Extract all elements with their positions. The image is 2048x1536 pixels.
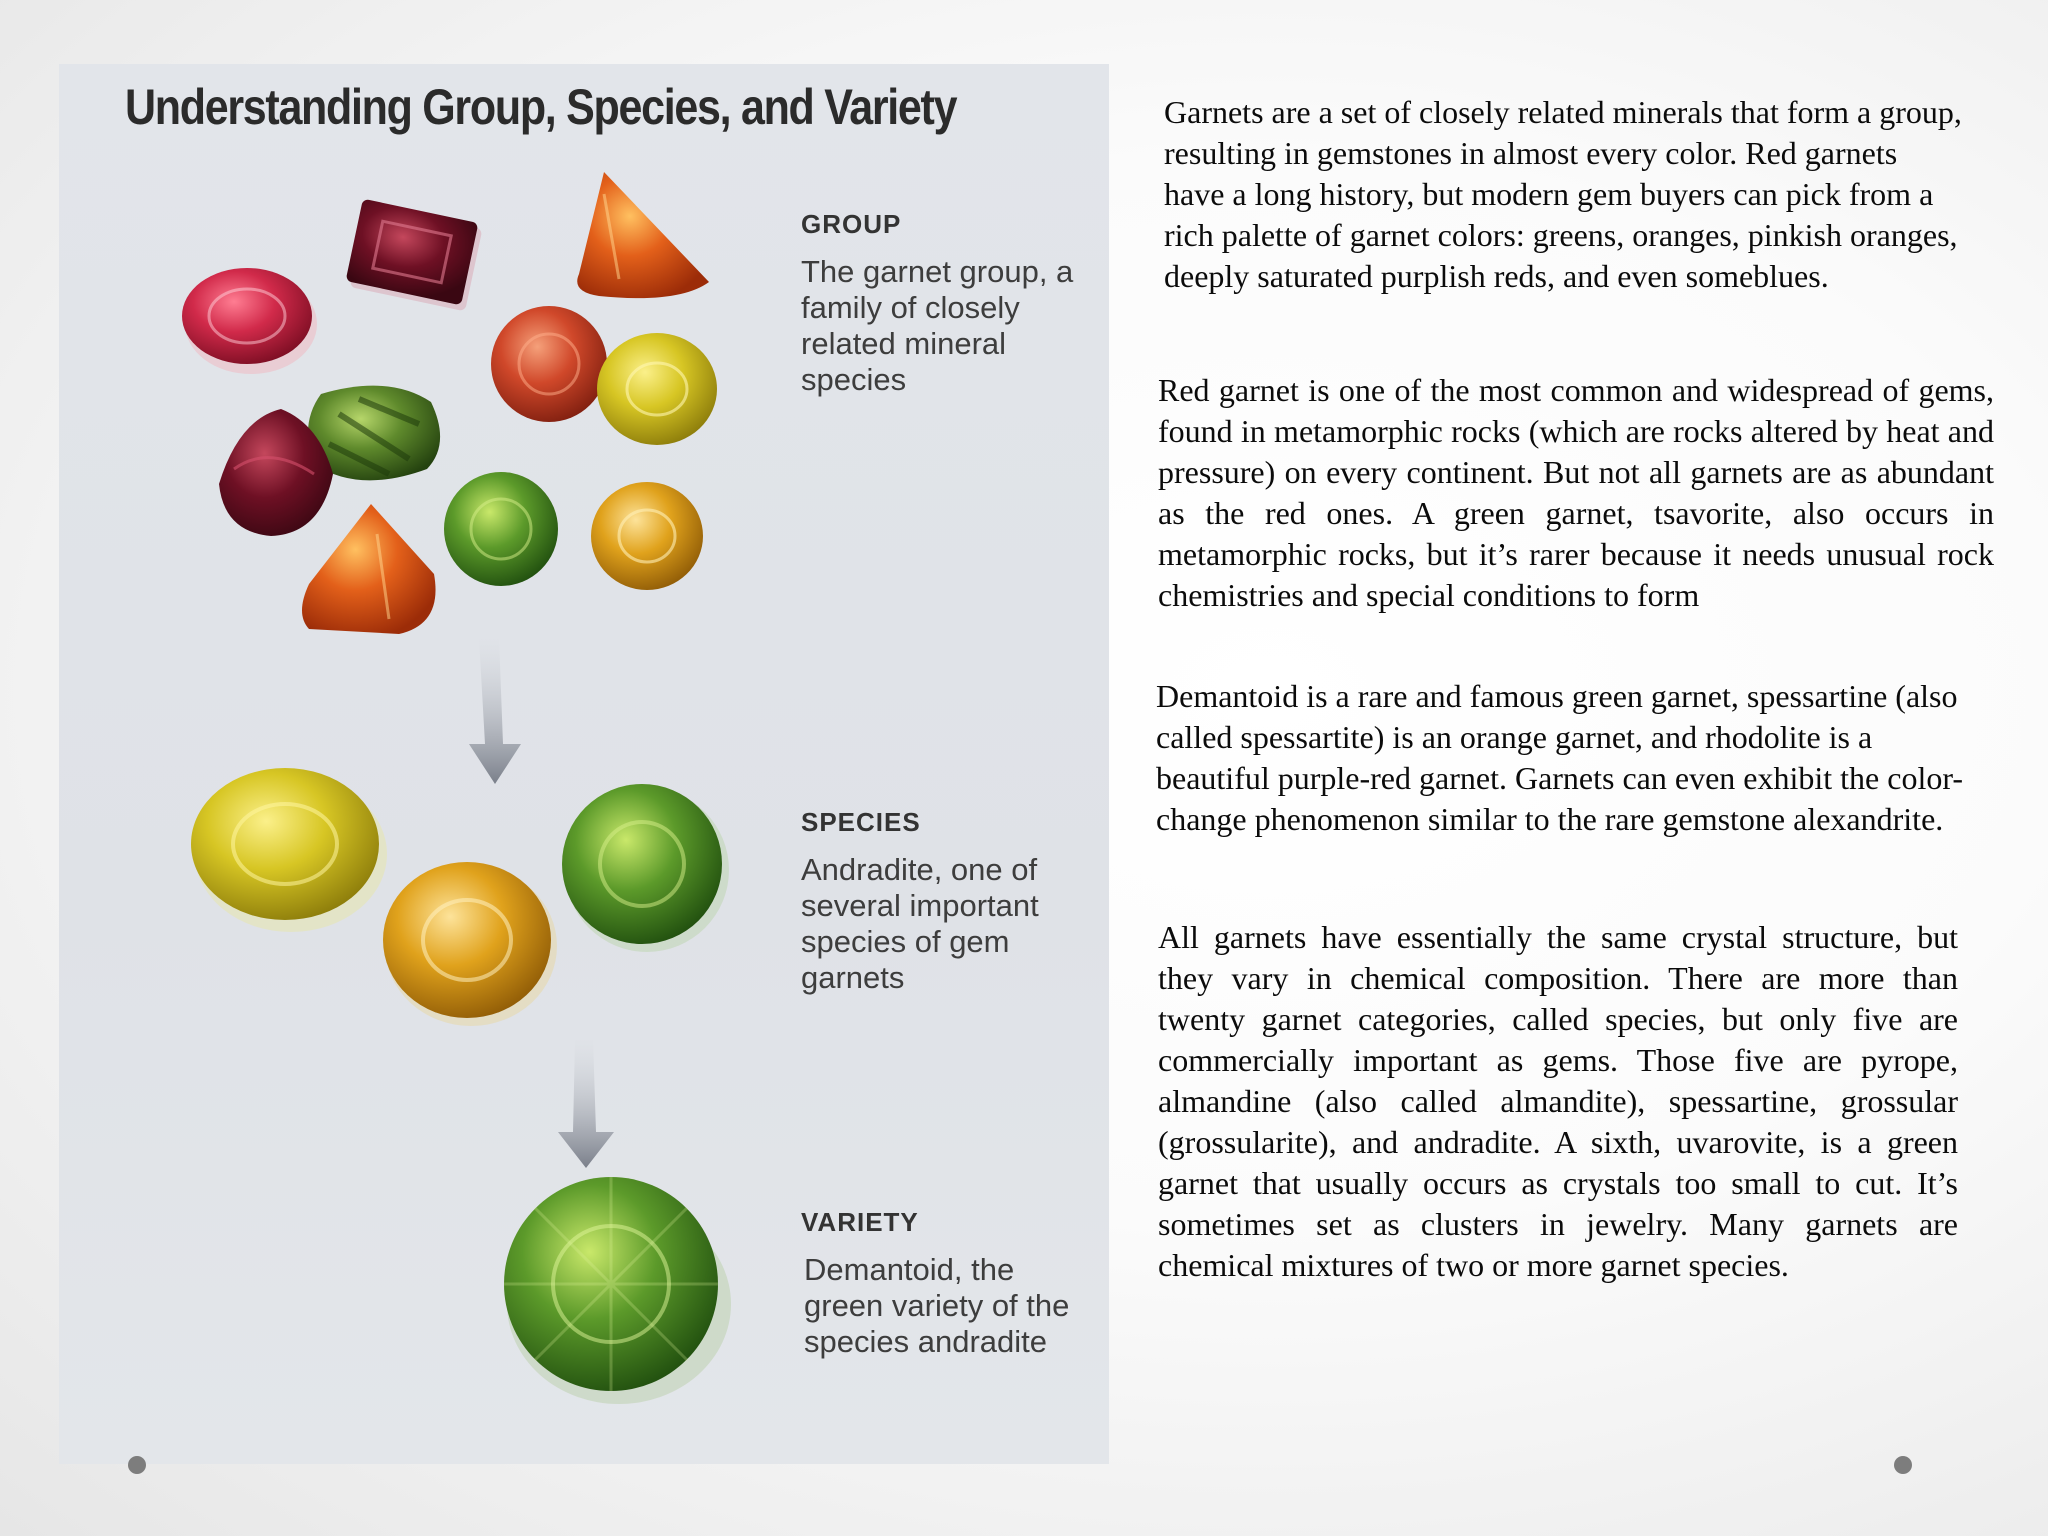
group-gems [182, 172, 717, 634]
variety-gem [504, 1177, 731, 1404]
variety-text: Demantoid, the green variety of the species andradite [804, 1252, 1070, 1359]
paragraph-2: Red garnet is one of the most common and widespread of gems, found in metamorphic rocks (which are rocks altered by heat and pressure) on every continent. But not all garnets are as abundant as the red ones. A green garnet, tsavorite, also occurs in metamorphic rocks, but it’s rarer because it needs unusual rock chemistries and special conditions to form [1158, 372, 1994, 613]
species-text: Andradite, one of several important species of gem garnets [801, 852, 1039, 995]
paragraph-3: Demantoid is a rare and famous green garnet, spessartine (also called spessartite) is an orange garnet, and rhodolite is a beautiful purple-red garnet. Garnets can even exhibit the color-change phenomenon similar to the rare gemstone alexandrite. [1156, 678, 1964, 837]
arrow-group-to-species [469, 638, 521, 784]
variety-caption [801, 1207, 1074, 1360]
variety-heading: VARIETY [801, 1207, 919, 1237]
group-caption [801, 209, 1101, 398]
figure-title: Understanding Group, Species, and Variety [125, 79, 957, 135]
garnet-figure [59, 64, 1109, 1464]
group-heading: GROUP [801, 209, 902, 239]
group-text: The garnet group, a family of closely related mineral species [801, 254, 1074, 397]
slide-bullet-right [1894, 1456, 1912, 1474]
slide-bullet-left [128, 1456, 146, 1474]
species-heading: SPECIES [801, 807, 921, 837]
species-caption [801, 807, 1091, 996]
species-gems [191, 768, 729, 1026]
arrow-species-to-variety [558, 1039, 614, 1168]
paragraph-1: Garnets are a set of closely related minerals that form a group, resulting in gemstones in almost every color. Red garnets have a long history, but modern gem buyers can pick from a rich palette of garnet colors: greens, oranges, pinkish oranges, deeply saturated purplish reds, and even someblues. [1164, 94, 1962, 294]
paragraph-4: All garnets have essentially the same crystal structure, but they vary in chemical composition. There are more than twenty garnet categories, called species, but only five are commercially important as gems. Those five are pyrope, almandine (also called almandite), spessartine, grossular (grossularite), and andradite. A sixth, uvarovite, is a green garnet that usually occurs as crystals too small to cut. It’s sometimes set as clusters in jewelry. Many garnets are chemical mixtures of two or more garnet species. [1158, 919, 1958, 1283]
